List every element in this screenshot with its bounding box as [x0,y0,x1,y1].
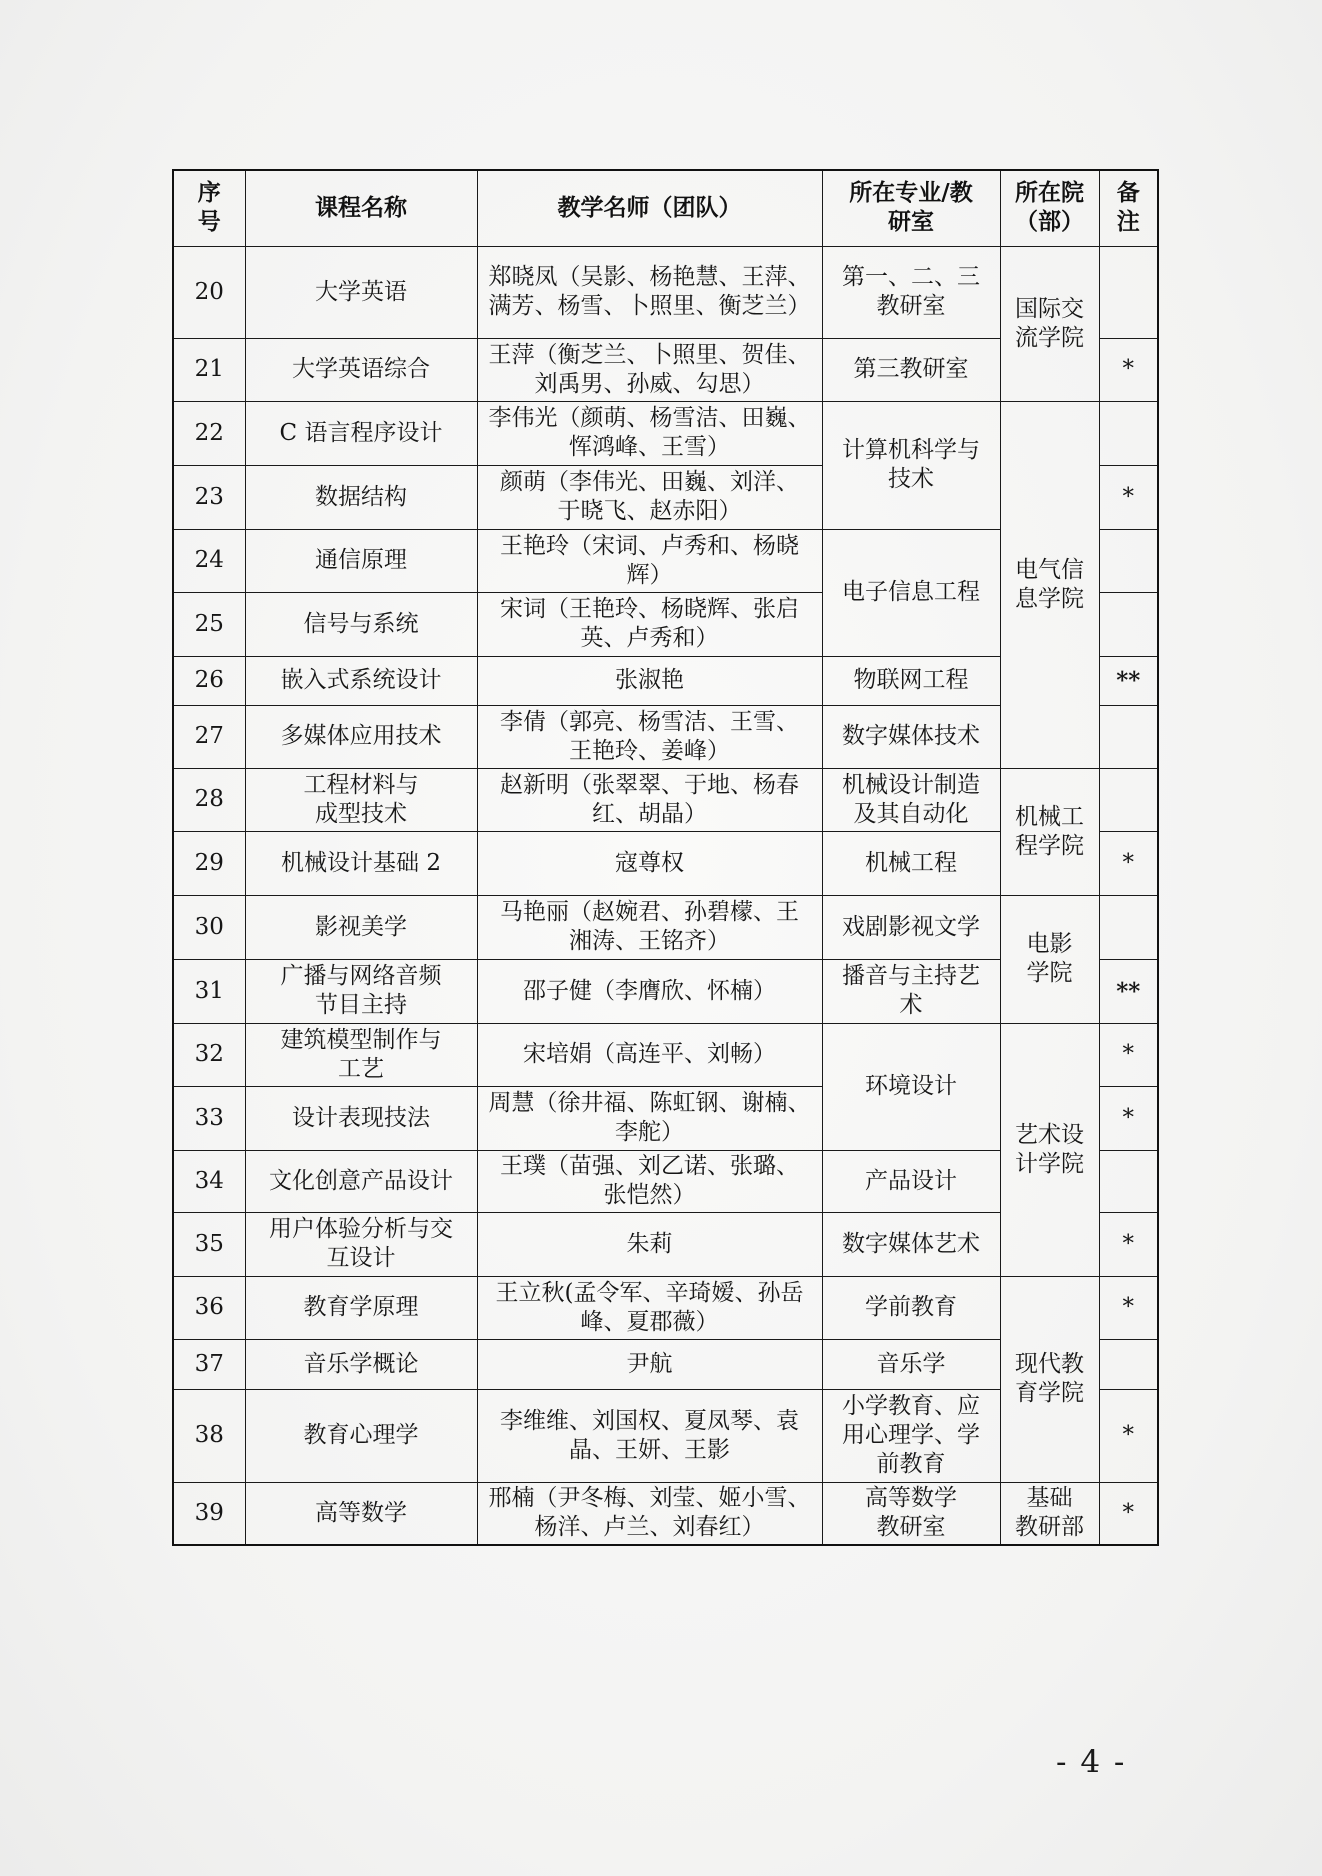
cell-line: 电气信 [1015,556,1084,583]
cell-line: 机械工程 [865,849,957,876]
table-row [173,1482,1158,1545]
cell-line: 信号与系统 [303,610,419,637]
cell-teacher [477,401,822,465]
cell-college [1000,1276,1099,1482]
cell-course-name [245,768,477,831]
cell-line: 杨洋、卢兰、刘春红） [534,1514,765,1541]
cell-seq: 38 [173,1389,245,1482]
cell-course-name [245,831,477,895]
cell-line: 艺术设 [1015,1121,1084,1148]
cell-line: 宋词（王艳玲、杨晓辉、张启 [500,596,799,622]
cell-line: 马艳丽（赵婉君、孙碧檬、王 [500,899,799,925]
table-row [173,768,1158,831]
cell-college [1000,246,1099,401]
cell-line: 育学院 [1015,1380,1084,1406]
cell-line: 寇尊权 [615,849,684,876]
cell-line: 前教育 [876,1451,946,1477]
cell-seq: 39 [173,1482,245,1545]
cell-seq: 25 [173,592,245,656]
cell-note: ** [1099,959,1158,1023]
cell-college [1000,1023,1099,1276]
cell-line: 计学院 [1015,1150,1084,1177]
cell-major [822,1023,1000,1150]
header-line: 教学名师（团队） [557,194,742,221]
cell-teacher [477,959,822,1023]
cell-line: 李舵） [615,1119,684,1145]
cell-teacher [477,1482,822,1545]
cell-line: 赵新明（张翠翠、于地、杨春 [500,771,799,798]
header-line: 课程名称 [315,194,407,221]
cell-seq: 34 [173,1150,245,1212]
cell-note [1099,1339,1158,1389]
cell-line: C 语言程序设计 [279,419,443,446]
cell-line: 教研室 [876,1514,946,1541]
cell-seq: 27 [173,705,245,768]
cell-college [1000,1482,1099,1545]
course-table [172,169,1159,1546]
cell-line: 机械设计制造 [842,771,980,798]
cell-line: 教育学原理 [303,1294,419,1320]
cell-teacher [477,1150,822,1212]
cell-teacher [477,1339,822,1389]
cell-course-name [245,1086,477,1150]
cell-line: 高等数学 [865,1485,957,1512]
cell-line: 节目主持 [315,992,407,1018]
cell-major [822,1339,1000,1389]
cell-teacher [477,246,822,338]
cell-teacher [477,1389,822,1482]
cell-line: 教研部 [1015,1514,1084,1541]
cell-line: 数据结构 [315,483,407,510]
cell-line: 郑晓凤（吴影、杨艳慧、王萍、 [488,264,811,290]
cell-course-name [245,959,477,1023]
header-line: 所在专业/教 [849,180,973,207]
cell-line: 程学院 [1015,832,1084,859]
table-body [173,246,1158,1545]
cell-line: 机械设计基础 2 [281,849,441,876]
cell-course-name [245,1212,477,1276]
cell-line: 多媒体应用技术 [280,723,442,749]
cell-seq: 22 [173,401,245,465]
cell-line: 物联网工程 [853,667,969,693]
cell-line: 大学英语 [315,278,407,305]
cell-line: 于晓飞、赵赤阳） [557,498,742,524]
table-row [173,1276,1158,1339]
cell-course-name [245,656,477,705]
header-line: 注 [1116,209,1140,236]
cell-course-name [245,1339,477,1389]
cell-note: * [1099,1482,1158,1545]
cell-line: 王璞（苗强、刘乙诺、张璐、 [500,1153,799,1179]
cell-line: 用心理学、学 [842,1422,980,1448]
cell-line: 峰、夏郡薇） [580,1308,719,1335]
cell-line: 及其自动化 [853,800,969,827]
cell-line: 数字媒体技术 [842,723,980,749]
cell-teacher [477,529,822,592]
cell-seq: 26 [173,656,245,705]
cell-major [822,895,1000,959]
header-line: 研室 [888,209,934,236]
cell-line: 基础 [1026,1485,1073,1512]
cell-line: 红、胡晶） [592,800,707,827]
cell-line: 恽鸿峰、王雪） [569,434,730,460]
cell-major [822,529,1000,656]
cell-teacher [477,465,822,529]
cell-line: 电影 [1026,931,1073,957]
cell-major [822,246,1000,338]
cell-line: 颜萌（李伟光、田巍、刘洋、 [500,469,799,495]
cell-note: * [1099,1276,1158,1339]
cell-line: 广播与网络音频 [280,963,442,989]
cell-note [1099,1150,1158,1212]
cell-seq: 36 [173,1276,245,1339]
cell-note [1099,401,1158,465]
cell-major [822,656,1000,705]
table-header [173,170,1158,246]
cell-seq: 32 [173,1023,245,1086]
header-note [1099,170,1158,246]
header-line: 序 [197,180,221,207]
table-row [173,401,1158,465]
cell-teacher [477,768,822,831]
table-row [173,246,1158,338]
cell-teacher [477,705,822,768]
cell-college [1000,768,1099,895]
header-course-name [245,170,477,246]
header-line: 号 [197,209,221,236]
cell-line: 机械工 [1015,803,1084,830]
cell-major [822,401,1000,529]
header-teacher [477,170,822,246]
cell-course-name [245,895,477,959]
cell-line: 通信原理 [315,547,407,573]
cell-line: 嵌入式系统设计 [280,667,442,693]
cell-teacher [477,1086,822,1150]
cell-line: 大学英语综合 [292,356,430,382]
cell-seq: 29 [173,831,245,895]
cell-note: * [1099,1023,1158,1086]
cell-seq: 23 [173,465,245,529]
cell-note: * [1099,1212,1158,1276]
cell-note [1099,529,1158,592]
cell-major [822,1212,1000,1276]
cell-line: 流学院 [1015,324,1084,351]
cell-line: 晶、王妍、王影 [569,1436,730,1463]
cell-major [822,1276,1000,1339]
cell-line: 邢楠（尹冬梅、刘莹、姬小雪、 [488,1485,811,1512]
cell-note: * [1099,338,1158,401]
cell-line: 辉） [626,561,673,588]
cell-course-name [245,401,477,465]
header-seq [173,170,245,246]
cell-line: 现代教 [1015,1351,1084,1377]
table-row [173,895,1158,959]
cell-teacher [477,338,822,401]
cell-line: 张淑艳 [615,667,684,693]
cell-note: * [1099,465,1158,529]
cell-college [1000,401,1099,768]
cell-line: 刘禹男、孙威、勾思） [534,370,765,397]
cell-seq: 30 [173,895,245,959]
cell-major [822,959,1000,1023]
cell-line: 朱莉 [626,1230,673,1257]
cell-course-name [245,1276,477,1339]
cell-line: 戏剧影视文学 [842,913,980,940]
cell-line: 学前教育 [865,1294,957,1320]
cell-teacher [477,831,822,895]
cell-line: 影视美学 [315,913,407,940]
cell-note [1099,705,1158,768]
cell-line: 李维维、刘国权、夏凤琴、袁 [500,1407,799,1434]
header-line: （部） [1015,209,1084,236]
cell-major [822,1389,1000,1482]
cell-line: 王萍（衡芝兰、卜照里、贺佳、 [488,341,811,368]
cell-line: 文化创意产品设计 [269,1167,453,1194]
cell-teacher [477,592,822,656]
cell-seq: 35 [173,1212,245,1276]
cell-teacher [477,895,822,959]
cell-line: 计算机科学与 [842,437,980,463]
cell-teacher [477,1212,822,1276]
header-row [173,170,1158,246]
cell-seq: 24 [173,529,245,592]
cell-line: 周慧（徐井福、陈虹钢、谢楠、 [488,1090,811,1116]
cell-line: 息学院 [1015,585,1084,612]
cell-note [1099,768,1158,831]
cell-line: 术 [899,992,923,1018]
cell-major [822,831,1000,895]
cell-line: 建筑模型制作与 [280,1026,442,1053]
cell-line: 产品设计 [865,1167,957,1194]
cell-line: 李伟光（颜萌、杨雪洁、田巍、 [488,405,811,431]
cell-line: 互设计 [326,1245,396,1271]
cell-line: 国际交 [1015,295,1084,322]
header-line: 所在院 [1015,180,1084,207]
cell-line: 第三教研室 [853,356,969,382]
cell-line: 成型技术 [315,800,407,827]
page-number: - 4 - [1056,1744,1127,1780]
cell-line: 设计表现技法 [292,1104,430,1131]
cell-line: 学院 [1026,960,1073,986]
table-row [173,1023,1158,1086]
cell-line: 李倩（郭亮、杨雪洁、王雪、 [500,708,799,735]
cell-seq: 33 [173,1086,245,1150]
cell-line: 王艳玲（宋词、卢秀和、杨晓 [500,532,799,559]
cell-course-name [245,592,477,656]
cell-teacher [477,656,822,705]
cell-college [1000,895,1099,1023]
cell-major [822,705,1000,768]
header-major [822,170,1000,246]
cell-line: 王立秋(孟令军、辛琦嫒、孙岳 [495,1279,804,1306]
cell-note: * [1099,1086,1158,1150]
cell-major [822,1482,1000,1545]
cell-note: ** [1099,656,1158,705]
cell-seq: 31 [173,959,245,1023]
cell-line: 工程材料与 [303,771,419,798]
cell-course-name [245,529,477,592]
cell-note [1099,246,1158,338]
cell-line: 湘涛、王铭齐） [569,928,730,954]
cell-course-name [245,1023,477,1086]
cell-teacher [477,1023,822,1086]
cell-note: * [1099,1389,1158,1482]
cell-line: 数字媒体艺术 [842,1230,980,1257]
cell-seq: 28 [173,768,245,831]
cell-course-name [245,1150,477,1212]
cell-seq: 37 [173,1339,245,1389]
cell-line: 教研室 [876,293,946,319]
cell-major [822,1150,1000,1212]
cell-seq: 20 [173,246,245,338]
cell-course-name [245,338,477,401]
cell-note: * [1099,831,1158,895]
cell-line: 高等数学 [315,1499,407,1526]
cell-seq: 21 [173,338,245,401]
cell-note [1099,592,1158,656]
cell-line: 教育心理学 [303,1422,419,1448]
cell-line: 满芳、杨雪、卜照里、衡芝兰） [488,293,811,319]
cell-major [822,338,1000,401]
cell-line: 电子信息工程 [842,579,980,605]
cell-course-name [245,705,477,768]
cell-line: 音乐学概论 [303,1350,419,1377]
cell-line: 王艳玲、姜峰） [569,737,730,764]
cell-line: 尹航 [626,1350,673,1377]
cell-line: 技术 [888,466,934,492]
cell-line: 英、卢秀和） [580,625,719,651]
cell-teacher [477,1276,822,1339]
cell-line: 音乐学 [876,1350,946,1377]
header-college [1000,170,1099,246]
cell-line: 邵子健（李膺欣、怀楠） [523,977,776,1004]
cell-line: 工艺 [338,1055,384,1082]
cell-course-name [245,246,477,338]
cell-major [822,768,1000,831]
cell-course-name [245,1389,477,1482]
cell-line: 用户体验分析与交 [269,1216,453,1242]
cell-line: 张恺然） [603,1182,696,1208]
cell-note [1099,895,1158,959]
cell-line: 第一、二、三 [842,264,980,290]
cell-line: 小学教育、应 [842,1393,980,1419]
header-line: 备 [1116,180,1140,207]
cell-line: 环境设计 [865,1073,957,1099]
cell-course-name [245,1482,477,1545]
cell-course-name [245,465,477,529]
cell-line: 播音与主持艺 [842,963,980,989]
cell-line: 宋培娟（高连平、刘畅） [523,1041,776,1067]
